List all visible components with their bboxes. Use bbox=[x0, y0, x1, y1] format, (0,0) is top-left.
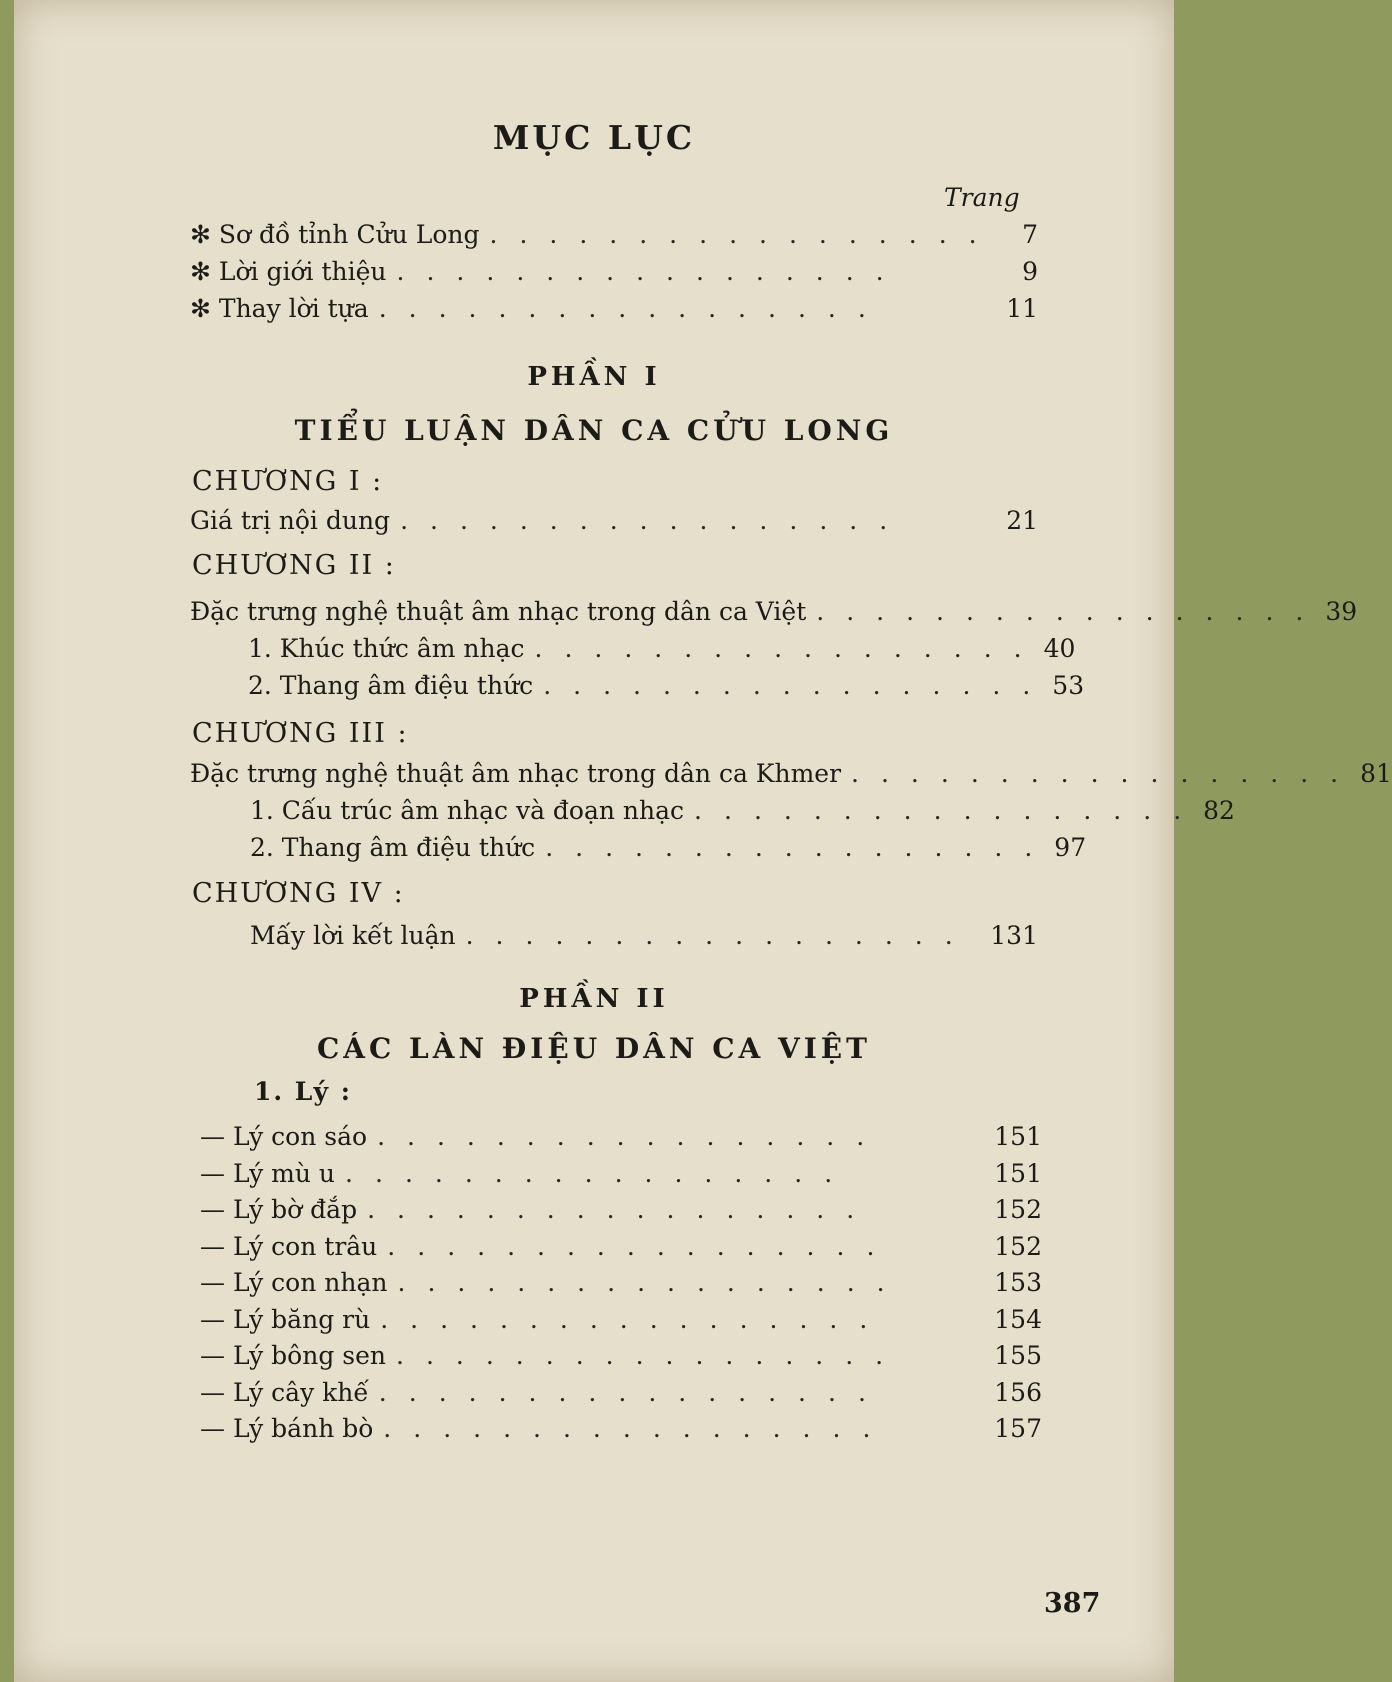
toc-entry[interactable] bbox=[200, 1414, 1042, 1450]
leader-dots: ................. bbox=[396, 257, 906, 286]
toc-entry-label: — Lý băng rù bbox=[200, 1305, 371, 1334]
toc-entry-label: — Lý con sáo bbox=[200, 1122, 368, 1151]
toc-entry[interactable] bbox=[190, 220, 1038, 256]
toc-entry-label: Mấy lời kết luận bbox=[250, 921, 456, 950]
toc-entry-label: 1. Cấu trúc âm nhạc và đoạn nhạc bbox=[250, 796, 685, 825]
toc-entry[interactable] bbox=[190, 257, 1038, 293]
leader-dots: ................. bbox=[851, 759, 1361, 788]
toc-entry-page: 157 bbox=[994, 1414, 1042, 1443]
part-label: PHẦN II bbox=[519, 984, 669, 1014]
toc-entry-page: 131 bbox=[990, 921, 1038, 950]
toc-entry[interactable] bbox=[248, 671, 1085, 707]
leader-dots: ................. bbox=[816, 597, 1326, 626]
chapter-heading: CHƯƠNG I : bbox=[192, 466, 384, 497]
leader-dots: ................. bbox=[380, 1305, 890, 1334]
book-page bbox=[14, 0, 1392, 1682]
toc-entry-page: 97 bbox=[1054, 833, 1087, 862]
toc-entry-label: ✻ Lời giới thiệu bbox=[190, 257, 387, 286]
leader-dots: ................. bbox=[387, 1232, 897, 1261]
toc-entry-page: 153 bbox=[994, 1268, 1042, 1297]
leader-dots: ................. bbox=[396, 1341, 906, 1370]
toc-entry[interactable] bbox=[200, 1122, 1042, 1158]
leader-dots: ................. bbox=[397, 1268, 907, 1297]
toc-entry[interactable] bbox=[200, 1341, 1042, 1377]
toc-entry[interactable] bbox=[190, 294, 1038, 330]
toc-entry[interactable] bbox=[200, 1305, 1042, 1341]
toc-entry-label: — Lý bánh bò bbox=[200, 1414, 374, 1443]
part-title: CÁC LÀN ĐIỆU DÂN CA VIỆT bbox=[317, 1032, 871, 1065]
toc-entry[interactable] bbox=[200, 1378, 1042, 1414]
toc-entry[interactable] bbox=[190, 759, 1392, 795]
toc-entry-label: 1. Khúc thức âm nhạc bbox=[248, 634, 525, 663]
leader-dots: ................. bbox=[377, 1122, 887, 1151]
toc-entry-label: — Lý bờ đắp bbox=[200, 1195, 358, 1224]
toc-entry-label: — Lý con trâu bbox=[200, 1232, 378, 1261]
toc-entry[interactable] bbox=[250, 833, 1087, 869]
toc-entry[interactable] bbox=[250, 796, 1235, 832]
part-title: TIỂU LUẬN DÂN CA CỬU LONG bbox=[294, 414, 894, 447]
part-label: PHẦN I bbox=[527, 362, 661, 392]
toc-entry[interactable] bbox=[200, 1195, 1042, 1231]
toc-entry-label: 2. Thang âm điệu thức bbox=[248, 671, 534, 700]
toc-entry-page: 39 bbox=[1325, 597, 1358, 626]
toc-entry-page: 151 bbox=[994, 1159, 1042, 1188]
toc-entry-label: — Lý cây khế bbox=[200, 1378, 369, 1407]
toc-entry-label: Đặc trưng nghệ thuật âm nhạc trong dân ca Việt bbox=[190, 597, 807, 626]
toc-entry[interactable] bbox=[200, 1159, 1042, 1195]
toc-entry[interactable] bbox=[190, 597, 1358, 633]
leader-dots: ................. bbox=[694, 796, 1204, 825]
toc-entry-page: 7 bbox=[1022, 220, 1038, 249]
leader-dots: ................. bbox=[545, 833, 1055, 862]
toc-entry-page: 156 bbox=[994, 1378, 1042, 1407]
page-title: MỤC LỤC bbox=[492, 118, 696, 157]
toc-entry-page: 81 bbox=[1360, 759, 1392, 788]
toc-entry-page: 154 bbox=[994, 1305, 1042, 1334]
leader-dots: ................. bbox=[465, 921, 975, 950]
chapter-heading: CHƯƠNG III : bbox=[192, 718, 409, 749]
toc-entry[interactable] bbox=[200, 1232, 1042, 1268]
chapter-heading: CHƯƠNG IV : bbox=[192, 878, 405, 909]
page-column-label: Trang bbox=[944, 183, 1020, 212]
toc-entry-page: 11 bbox=[1006, 294, 1038, 323]
toc-entry-page: 82 bbox=[1203, 796, 1235, 825]
toc-entry-label: ✻ Sơ đồ tỉnh Cửu Long bbox=[190, 220, 480, 249]
leader-dots: ................. bbox=[489, 220, 999, 249]
toc-entry-page: 40 bbox=[1043, 634, 1076, 663]
leader-dots: ................. bbox=[378, 1378, 888, 1407]
toc-entry[interactable] bbox=[200, 1268, 1042, 1304]
toc-entry[interactable] bbox=[190, 506, 1038, 542]
chapter-heading: CHƯƠNG II : bbox=[192, 550, 396, 581]
leader-dots: ................. bbox=[543, 671, 1053, 700]
toc-entry-page: 9 bbox=[1022, 257, 1038, 286]
toc-entry-page: 155 bbox=[994, 1341, 1042, 1370]
page-number: 387 bbox=[1044, 1588, 1101, 1619]
toc-entry-page: 151 bbox=[994, 1122, 1042, 1151]
toc-entry-page: 53 bbox=[1052, 671, 1085, 700]
toc-entry-label: ✻ Thay lời tựa bbox=[190, 294, 369, 323]
leader-dots: ................. bbox=[383, 1414, 893, 1443]
toc-entry-label: Giá trị nội dung bbox=[190, 506, 391, 535]
toc-entry-label: — Lý bông sen bbox=[200, 1341, 387, 1370]
toc-entry-page: 152 bbox=[994, 1195, 1042, 1224]
leader-dots: ................. bbox=[378, 294, 888, 323]
toc-entry[interactable] bbox=[248, 634, 1076, 670]
leader-dots: ................. bbox=[367, 1195, 877, 1224]
toc-entry-label: Đặc trưng nghệ thuật âm nhạc trong dân ca Khmer bbox=[190, 759, 842, 788]
section-heading: 1. Lý : bbox=[254, 1077, 352, 1106]
leader-dots: ................. bbox=[534, 634, 1044, 663]
toc-entry-label: — Lý mù u bbox=[200, 1159, 336, 1188]
toc-entry-label: 2. Thang âm điệu thức bbox=[250, 833, 536, 862]
toc-entry-page: 152 bbox=[994, 1232, 1042, 1261]
toc-entry[interactable] bbox=[250, 921, 1038, 957]
toc-entry-page: 21 bbox=[1006, 506, 1038, 535]
leader-dots: ................. bbox=[400, 506, 910, 535]
leader-dots: ................. bbox=[345, 1159, 855, 1188]
toc-entry-label: — Lý con nhạn bbox=[200, 1268, 388, 1297]
